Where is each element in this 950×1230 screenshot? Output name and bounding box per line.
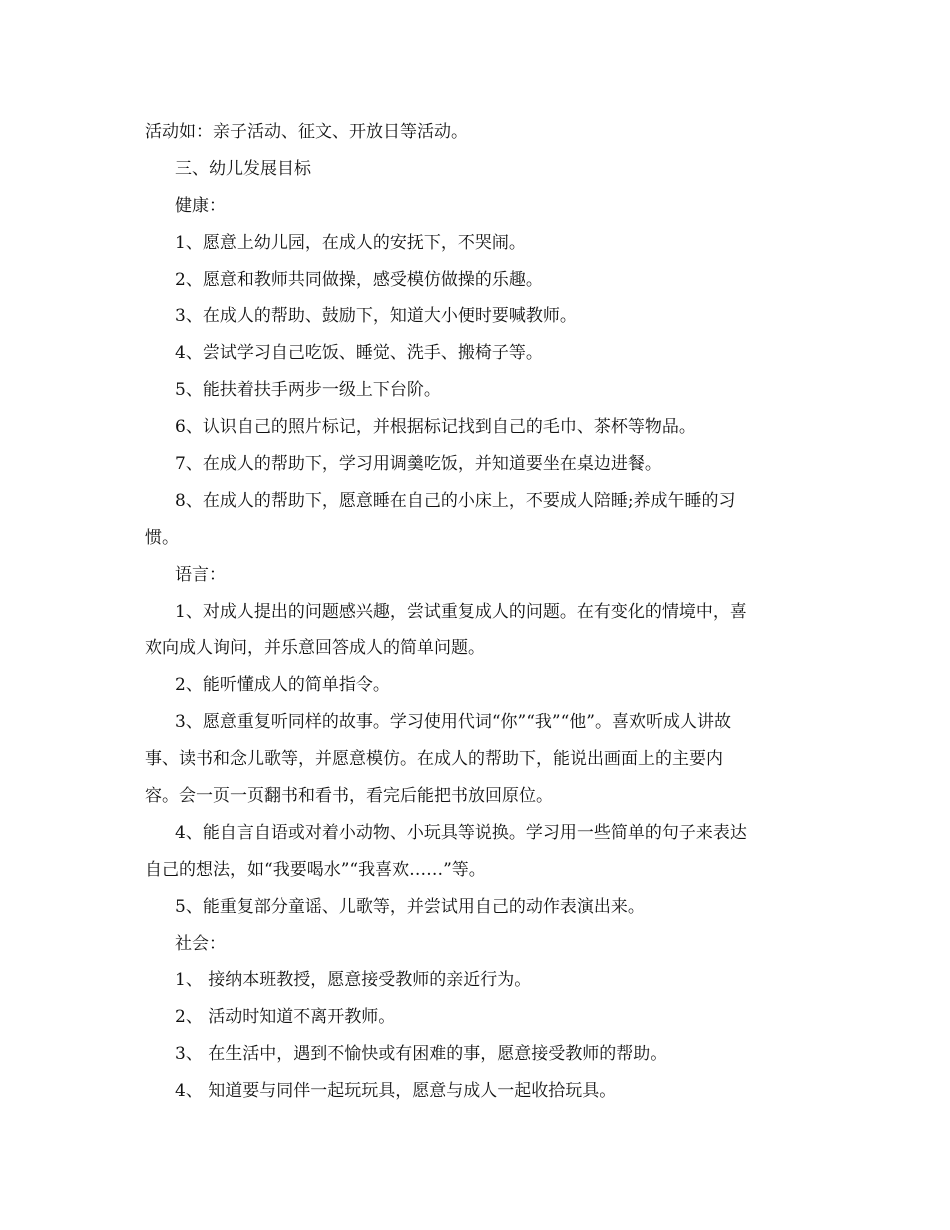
text-line: 6、认识自己的照片标记，并根据标记找到自己的毛巾、茶杯等物品。 (175, 417, 696, 438)
text-line: 事、读书和念儿歌等，并愿意模仿。在成人的帮助下，能说出画面上的主要内 (145, 749, 723, 770)
text-line: 8、在成人的帮助下，愿意睡在自己的小床上，不要成人陪睡;养成午睡的习 (175, 490, 736, 511)
text-line: 7、在成人的帮助下，学习用调羹吃饭，并知道要坐在桌边进餐。 (175, 454, 662, 475)
text-line: 活动如：亲子活动、征文、开放日等活动。 (145, 122, 468, 142)
text-line: 1、对成人提出的问题感兴趣，尝试重复成人的问题。在有变化的情境中，喜 (175, 601, 747, 622)
text-line: 3、在成人的帮助、鼓励下，知道大小便时要喊教师。 (175, 306, 577, 327)
text-line: 2、愿意和教师共同做操，感受模仿做操的乐趣。 (175, 269, 543, 290)
text-line: 语言： (175, 564, 226, 585)
text-line: 1、愿意上幼儿园，在成人的安抚下，不哭闹。 (175, 232, 526, 253)
text-line: 3、愿意重复听同样的故事。学习使用代词“你”“我”“他”。喜欢听成人讲故 (175, 712, 731, 733)
text-line: 欢向成人询问，并乐意回答成人的简单问题。 (145, 638, 485, 659)
text-line: 2、能听懂成人的简单指令。 (175, 675, 390, 696)
text-line: 惯。 (145, 527, 179, 548)
text-line: 容。会一页一页翻书和看书，看完后能把书放回原位。 (145, 786, 553, 807)
text-line: 自己的想法，如“我要喝水”“我喜欢……”等。 (145, 859, 486, 880)
text-line: 社会： (175, 933, 226, 954)
document-body (145, 114, 815, 1110)
text-line: 1、 接纳本班教授，愿意接受教师的亲近行为。 (175, 970, 532, 991)
text-line: 健康： (175, 195, 226, 216)
text-line: 5、能重复部分童谣、儿歌等，并尝试用自己的动作表演出来。 (175, 896, 645, 917)
text-line: 2、 活动时知道不离开教师。 (175, 1007, 396, 1028)
text-line: 5、能扶着扶手两步一级上下台阶。 (175, 380, 441, 401)
text-line: 4、 知道要与同伴一起玩玩具，愿意与成人一起收拾玩具。 (175, 1081, 617, 1102)
text-line: 4、尝试学习自己吃饭、睡觉、洗手、搬椅子等。 (175, 343, 543, 364)
text-line: 4、能自言自语或对着小动物、小玩具等说换。学习用一些简单的句子来表达 (175, 822, 747, 843)
text-line: 三、幼儿发展目标 (175, 158, 311, 179)
text-line: 3、 在生活中，遇到不愉快或有困难的事，愿意接受教师的帮助。 (175, 1044, 668, 1065)
